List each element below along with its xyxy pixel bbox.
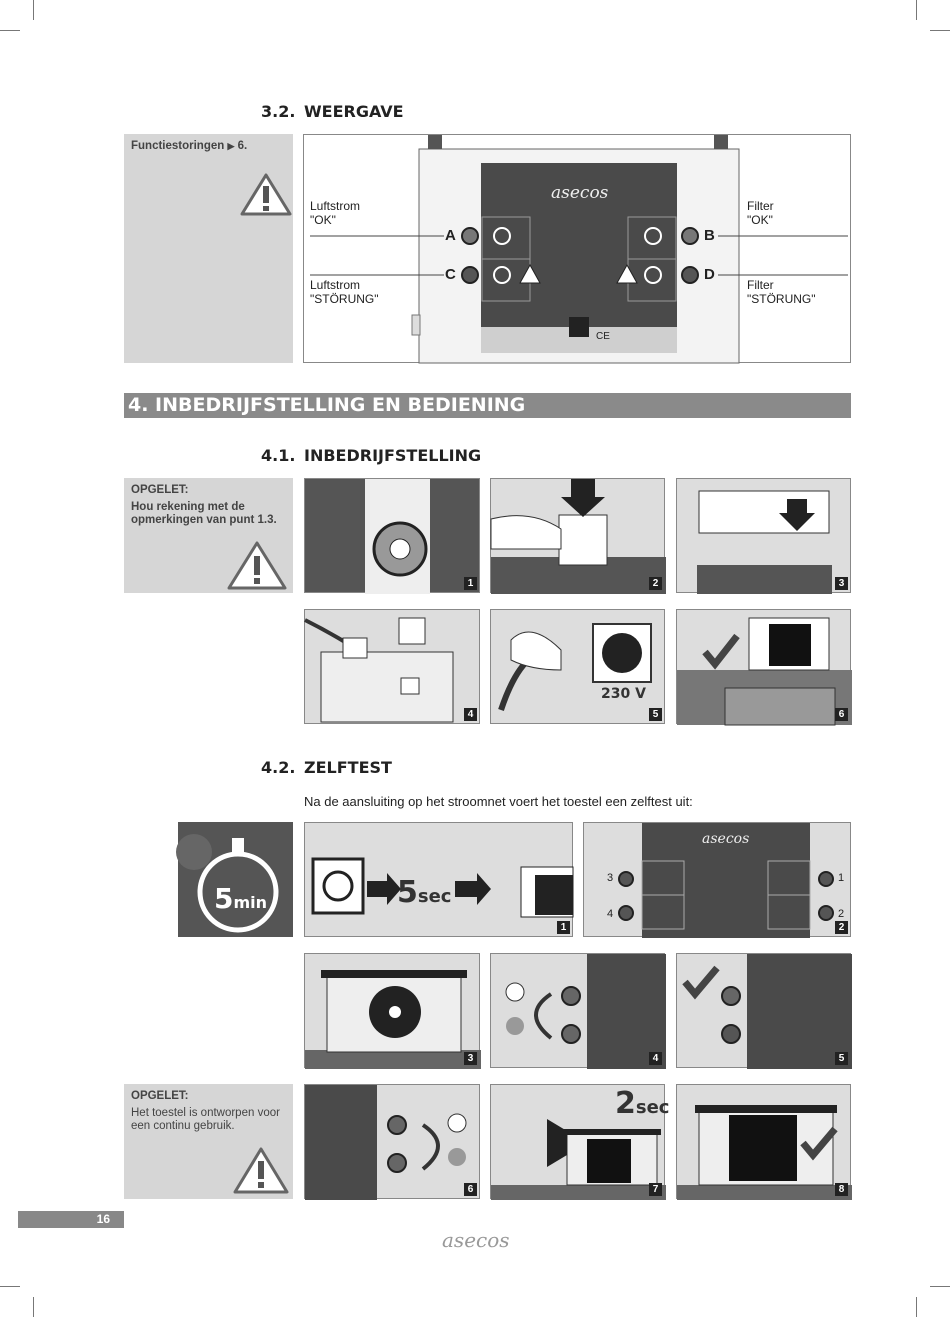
step-number: 5: [649, 708, 662, 721]
step-panel: [490, 953, 665, 1068]
step-panel: [304, 1084, 480, 1199]
test-label: 1: [838, 872, 845, 884]
chapter-banner: [124, 393, 851, 418]
letter-c: C: [445, 266, 456, 283]
step-panel: [490, 1084, 670, 1199]
arrow-icon: ▶: [227, 141, 235, 151]
step-panel: [583, 822, 851, 937]
voltage-label: 230 V: [601, 686, 646, 702]
step-number: 6: [835, 708, 848, 721]
led-ok-illustration: [677, 954, 852, 1069]
test-label: 4: [607, 908, 614, 920]
display-diagram: [303, 134, 851, 363]
warning-icon: [226, 540, 288, 590]
note-body: Hou rekening met de opmerkingen van punt 1.3.: [131, 501, 277, 526]
note-body: Het toestel is ontworpen voor een continu gebruik.: [131, 1107, 280, 1132]
section-title: WEERGAVE: [304, 102, 404, 121]
warning-icon: [232, 1146, 290, 1194]
letter-a: A: [445, 227, 456, 244]
device-installed-illustration: [677, 610, 852, 725]
crop-mark: [33, 0, 34, 20]
note-title: OPGELET:: [131, 484, 189, 496]
crop-mark: [916, 1297, 917, 1317]
crop-mark: [0, 1286, 20, 1287]
step-number: 1: [464, 577, 477, 590]
section-number: 4.1.: [261, 446, 296, 465]
step-panel: [490, 478, 665, 593]
step-number: 8: [835, 1183, 848, 1196]
crop-mark: [930, 30, 950, 31]
step-number: 2: [649, 577, 662, 590]
label-airflow-fault: Luftstrom "STÖRUNG": [310, 278, 379, 306]
label-airflow-ok: Luftstrom "OK": [310, 199, 361, 227]
section-heading-4-2: [261, 758, 392, 777]
step-panel: [676, 478, 851, 593]
device-drawing: [304, 135, 852, 364]
display-brand: asecos: [551, 183, 609, 203]
step-number: 7: [649, 1183, 662, 1196]
crop-mark: [33, 1297, 34, 1317]
letter-b: B: [704, 227, 715, 244]
step-number: 6: [464, 1183, 477, 1196]
intro-text: Na de aansluiting op het stroomnet voert het toestel een zelftest uit:: [304, 794, 693, 809]
step-panel: [304, 609, 480, 724]
footer-logo: asecos: [442, 1228, 510, 1252]
power-cable-illustration: [305, 610, 481, 725]
time-5sec: 5sec: [397, 875, 452, 910]
test-label: 2: [838, 908, 845, 920]
step-panel: [490, 609, 665, 724]
stopwatch-icon: [178, 822, 293, 937]
section-title: INBEDRIJFSTELLING: [304, 446, 482, 465]
note-box-continuous: [124, 1084, 293, 1199]
hand-insert-illustration: [491, 479, 666, 594]
step-number: 5: [835, 1052, 848, 1065]
step-number: 2: [835, 921, 848, 934]
page-number-bar: [18, 1211, 124, 1228]
crop-mark: [930, 1286, 950, 1287]
note-box-attention: [124, 478, 293, 593]
step-number: 1: [557, 921, 570, 934]
section-heading-4-1: [261, 446, 481, 465]
chapter-title: 4. INBEDRIJFSTELLING EN BEDIENING: [128, 394, 526, 416]
step-panel: [676, 953, 851, 1068]
section-heading-3-2: [261, 102, 404, 121]
timer-panel: [178, 822, 293, 937]
led-test-illustration: [491, 954, 666, 1069]
crop-mark: [0, 30, 20, 31]
test-label: 3: [607, 872, 614, 884]
test-complete-illustration: [677, 1085, 852, 1200]
crop-mark: [916, 0, 917, 20]
letter-d: D: [704, 266, 715, 283]
display-brand: asecos: [702, 831, 750, 847]
timer-text: 5min: [214, 882, 268, 915]
step-panel: [676, 1084, 851, 1199]
note-title: OPGELET:: [131, 1090, 189, 1102]
note-label: Functiestoringen: [131, 140, 225, 152]
step-panel: [676, 609, 851, 724]
note-text: [131, 140, 247, 153]
warning-icon: [240, 172, 292, 216]
step-panel: [304, 953, 480, 1068]
step-number: 3: [464, 1052, 477, 1065]
page-number: 16: [96, 1212, 110, 1226]
note-ref: 6.: [237, 140, 248, 152]
label-filter-ok: Filter "OK": [747, 199, 774, 227]
fan-illustration: [305, 954, 481, 1069]
label-filter-fault: Filter "STÖRUNG": [747, 278, 816, 306]
device-insert-illustration: [677, 479, 852, 594]
fan-outlet-illustration: [305, 479, 481, 594]
step-number: 4: [464, 708, 477, 721]
section-number: 3.2.: [261, 102, 296, 121]
note-box-faults: [124, 134, 293, 363]
wall-socket-illustration: [491, 610, 666, 725]
time-2sec: 2sec: [615, 1086, 670, 1121]
step-panel: [304, 822, 573, 937]
step-number: 4: [649, 1052, 662, 1065]
section-title: ZELFTEST: [304, 758, 392, 777]
ce-mark: CE: [596, 331, 610, 342]
filter-led-illustration: [305, 1085, 481, 1200]
section-number: 4.2.: [261, 758, 296, 777]
step-number: 3: [835, 577, 848, 590]
step-panel: [304, 478, 480, 593]
